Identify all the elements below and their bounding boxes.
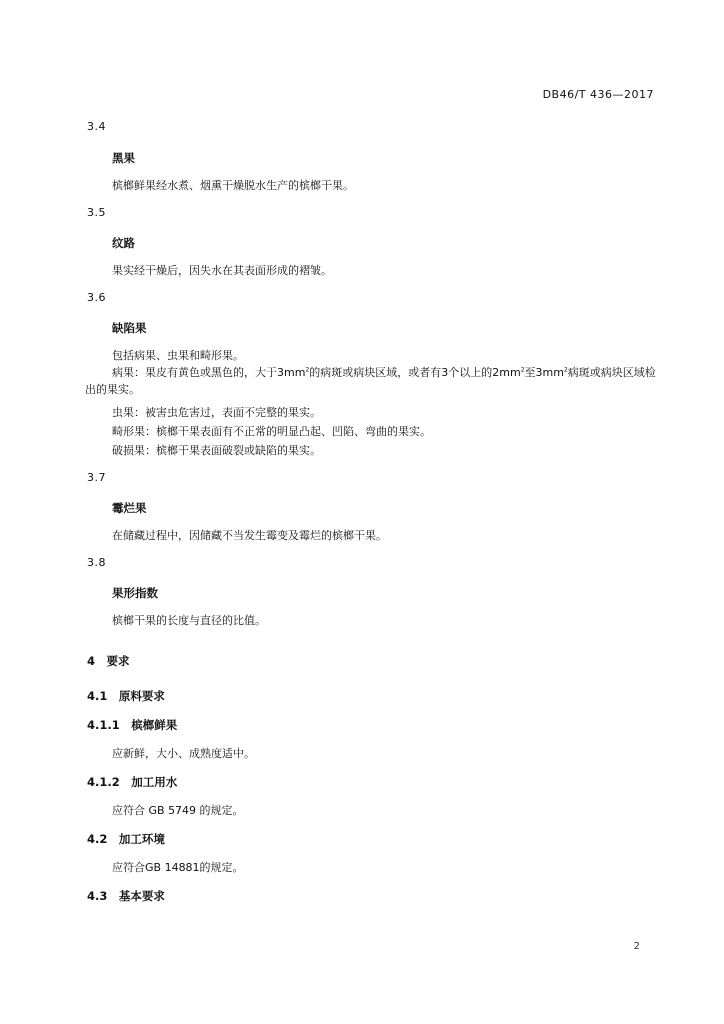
definition-3-6-disease: 病果：果皮有黄色或黑色的，大于$3mm^2$的病斑或病块区域，或者有3个以上的$2mm^2$至$3mm^2$病斑或病块区域检出的果实。: [85, 366, 656, 396]
term-3-6: 缺陷果: [112, 321, 147, 335]
section-4-heading: 4 要求: [87, 654, 130, 668]
section-4-3-heading: 4.3 基本要求: [87, 889, 165, 903]
section-4-1-heading: 4.1 原料要求: [87, 689, 165, 703]
definition-3-4: 槟榔鲜果经水煮、烟熏干燥脱水生产的槟榔干果。: [112, 179, 354, 192]
definition-3-8: 槟榔干果的长度与直径的比值。: [112, 614, 266, 627]
definition-3-6-insect: 虫果：被害虫危害过，表面不完整的果实。: [112, 406, 321, 419]
term-3-4: 黑果: [112, 151, 135, 165]
document-code: DB46/T 436—2017: [542, 88, 654, 101]
section-4-1-2-text: 应符合 GB 5749 的规定。: [112, 804, 244, 817]
definition-3-6-intro: 包括病果、虫果和畸形果。: [112, 349, 244, 362]
clause-number-3-8: 3.8: [87, 556, 106, 569]
term-3-5: 纹路: [112, 236, 135, 250]
section-4-2-text: 应符合GB 14881的规定。: [112, 861, 244, 874]
definition-3-6-deformed: 畸形果：槟榔干果表面有不正常的明显凸起、凹陷、弯曲的果实。: [112, 425, 431, 438]
page-number: 2: [633, 941, 640, 952]
section-4-1-1-heading: 4.1.1 槟榔鲜果: [87, 718, 178, 732]
definition-3-6-broken: 破损果：槟榔干果表面破裂或缺陷的果实。: [112, 444, 321, 457]
term-3-7: 霉烂果: [112, 501, 147, 515]
clause-number-3-4: 3.4: [87, 120, 106, 133]
definition-3-5: 果实经干燥后，因失水在其表面形成的褶皱。: [112, 264, 332, 277]
clause-number-3-6: 3.6: [87, 291, 106, 304]
definition-3-7: 在储藏过程中，因储藏不当发生霉变及霉烂的槟榔干果。: [112, 529, 387, 542]
clause-number-3-5: 3.5: [87, 206, 106, 219]
term-3-8: 果形指数: [112, 586, 158, 600]
section-4-2-heading: 4.2 加工环境: [87, 832, 165, 846]
section-4-1-1-text: 应新鲜，大小、成熟度适中。: [112, 747, 255, 760]
section-4-1-2-heading: 4.1.2 加工用水: [87, 775, 178, 789]
clause-number-3-7: 3.7: [87, 471, 106, 484]
